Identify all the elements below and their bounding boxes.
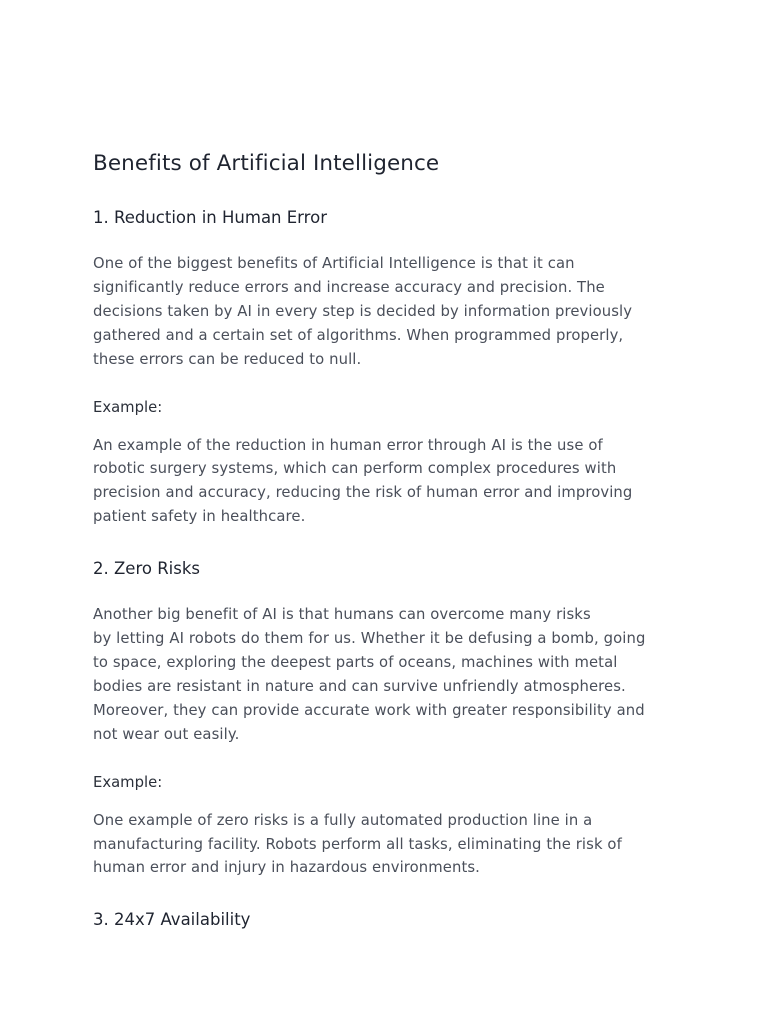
- paragraph-line: bodies are resistant in nature and can survive unfriendly atmospheres.: [93, 677, 626, 695]
- document-body: [93, 147, 673, 932]
- paragraph-line: precision and accuracy, reducing the risk of human error and improving: [93, 484, 633, 502]
- paragraph-line: One example of zero risks is a fully automated production line in a: [93, 811, 593, 829]
- paragraph-line: by letting AI robots do them for us. Whether it be defusing a bomb, going: [93, 630, 646, 648]
- paragraph-line: significantly reduce errors and increase accuracy and precision. The: [93, 278, 605, 296]
- page-title: Benefits of Artificial Intelligence: [93, 151, 440, 176]
- paragraph-line: to space, exploring the deepest parts of oceans, machines with metal: [93, 653, 618, 671]
- paragraph-line: human error and injury in hazardous environments.: [93, 859, 480, 877]
- example-paragraph: [93, 434, 673, 530]
- paragraph-line: these errors can be reduced to null.: [93, 350, 362, 368]
- example-label: Example:: [93, 773, 163, 791]
- paragraph-line: Moreover, they can provide accurate work with greater responsibility and: [93, 701, 645, 719]
- paragraph-line: not wear out easily.: [93, 725, 240, 743]
- paragraph-line: robotic surgery systems, which can perform complex procedures with: [93, 460, 617, 478]
- paragraph-line: manufacturing facility. Robots perform all tasks, eliminating the risk of: [93, 835, 622, 853]
- section-paragraph: [93, 603, 673, 746]
- paragraph-line: patient safety in healthcare.: [93, 508, 306, 526]
- example-paragraph: [93, 809, 673, 881]
- example-label: Example:: [93, 398, 163, 416]
- paragraph-line: gathered and a certain set of algorithms. When programmed properly,: [93, 326, 624, 344]
- section-heading-24x7-availability: 3. 24x7 Availability: [93, 910, 251, 930]
- section-heading-zero-risks: 2. Zero Risks: [93, 559, 201, 579]
- paragraph-line: One of the biggest benefits of Artificial Intelligence is that it can: [93, 255, 575, 272]
- paragraph-line: Another big benefit of AI is that humans can overcome many risks: [93, 606, 591, 624]
- section-heading-reduction-in-human-error: 1. Reduction in Human Error: [93, 208, 327, 227]
- paragraph-line: An example of the reduction in human error through AI is the use of: [93, 436, 603, 454]
- paragraph-line: decisions taken by AI in every step is decided by information previously: [93, 302, 633, 320]
- section-paragraph: [93, 252, 673, 372]
